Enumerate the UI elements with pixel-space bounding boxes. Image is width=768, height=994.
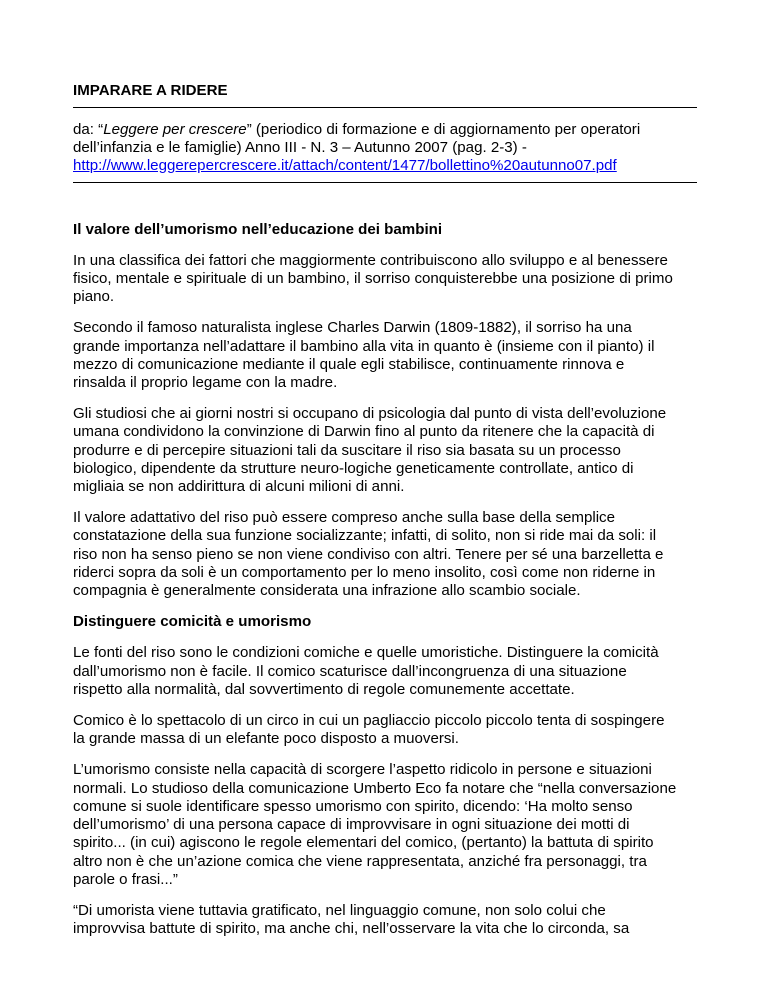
text-line: constatazione della sua funzione socializzante; infatti, di solito, non si ride mai da soli: il [73, 527, 657, 545]
source-line-2: dell’infanzia e le famiglie) Anno III - N. 3 – Autunno 2007 (pag. 2-3) - [73, 139, 527, 157]
text-line: Secondo il famoso naturalista inglese Charles Darwin (1809-1882), il sorriso ha una [73, 319, 632, 337]
text-line: riso non ha senso pieno se non viene condiviso con altri. Tenere per sé una barzelletta e [73, 545, 664, 563]
text-line: “Di umorista viene tuttavia gratificato, nel linguaggio comune, non solo colui che [73, 901, 606, 919]
section-1-body [73, 252, 697, 600]
text-line: dell’umorismo’ di una persona capace di improvvisare in ogni situazione dei motti di [73, 816, 630, 834]
section-heading-2: Distinguere comicità e umorismo [73, 613, 312, 631]
document-page [73, 82, 697, 938]
text-line: In una classifica dei fattori che maggiormente contribuiscono allo sviluppo e al benessere [73, 251, 668, 269]
text-line: Comico è lo spettacolo di un circo in cui un pagliaccio piccolo piccolo tenta di sospingere [73, 712, 665, 730]
text-line: Gli studiosi che ai giorni nostri si occupano di psicologia dal punto di vista dell’evoluzione [73, 405, 667, 423]
text-line: rispetto alla normalità, dal sovvertimento di regole comunemente accettate. [73, 680, 575, 698]
divider-bottom [73, 182, 697, 183]
text-line: parole o frasi...” [73, 870, 178, 888]
text-line: fisico, mentale e spirituale di un bambino, il sorriso conquisterebbe una posizione di primo [73, 270, 673, 288]
section-2-body [73, 644, 697, 938]
text-line: umana condividono la convinzione di Darwin fino al punto da ritenere che la capacità di [73, 423, 655, 441]
text-line: mezzo di comunicazione mediante il quale egli stabilisce, continuamente rinnova e [73, 355, 625, 373]
text-line: compagnia è generalmente considerata una infrazione allo scambio sociale. [73, 582, 581, 600]
text-line: biologico, dipendente da strutture neuro-logiche geneticamente controllate, antico di [73, 459, 634, 477]
section-1-paragraph-1 [73, 252, 697, 307]
text-line: normali. Lo studioso della comunicazione Umberto Eco fa notare che “nella conversazione [73, 779, 677, 797]
text-line: spirito... (in cui) agiscono le regole elementari del comico, (pertanto) la battuta di spirito [73, 834, 654, 852]
section-2-paragraph-4 [73, 902, 697, 938]
text-line: grande importanza nell’adattare il bambino alla vita in quanto è (insieme con il pianto) il [73, 337, 655, 355]
text-line: riderci sopra da soli è un comportamento per lo meno insolito, così come non riderne in [73, 563, 656, 581]
text-line: la grande massa di un elefante poco disposto a muoversi. [73, 730, 459, 748]
source-citation [73, 121, 697, 176]
text-line: produrre e di percepire situazioni tali da suscitare il riso sia basata su un processo [73, 441, 621, 459]
section-1-paragraph-2 [73, 319, 697, 392]
section-1-paragraph-3 [73, 405, 697, 496]
source-line-1 [73, 121, 697, 139]
text-line: Il valore adattativo del riso può essere compreso anche sulla base della semplice [73, 509, 615, 527]
section-1-paragraph-4 [73, 509, 697, 600]
section-2-paragraph-1 [73, 644, 697, 699]
text-line: altro non è che un’azione comica che viene rappresentata, anziché fra personaggi, tra [73, 852, 647, 870]
text-line: Le fonti del riso sono le condizioni comiche e quelle umoristiche. Distinguere la comicità [73, 644, 659, 662]
source-link[interactable]: http://www.leggerepercrescere.it/attach/content/1477/bollettino%20autunno07.pdf [73, 157, 617, 175]
divider-top [73, 107, 697, 108]
text-line: migliaia se non addirittura di alcuni milioni di anni. [73, 478, 405, 496]
journal-name: Leggere per crescere [103, 121, 247, 138]
source-prefix: da: “ [73, 121, 104, 138]
text-line: comune si suole identificare spesso umorismo con spirito, dicendo: ‘Ha molto senso [73, 797, 633, 815]
document-title: IMPARARE A RIDERE [73, 82, 228, 99]
text-line: improvvisa battute di spirito, ma anche chi, nell’osservare la vita che lo circonda, sa [73, 920, 630, 938]
section-2-paragraph-3 [73, 761, 697, 888]
text-line: dall’umorismo non è facile. Il comico scaturisce dall’incongruenza di una situazione [73, 662, 627, 680]
text-line: rinsalda il proprio legame con la madre. [73, 374, 338, 392]
section-heading-1: Il valore dell’umorismo nell’educazione dei bambini [73, 220, 443, 238]
text-line: L’umorismo consiste nella capacità di scorgere l’aspetto ridicolo in persone e situazioni [73, 761, 652, 779]
text-line: piano. [73, 288, 115, 306]
section-2-paragraph-2 [73, 712, 697, 748]
source-rest: ” (periodico di formazione e di aggiornamento per operatori [246, 121, 641, 138]
